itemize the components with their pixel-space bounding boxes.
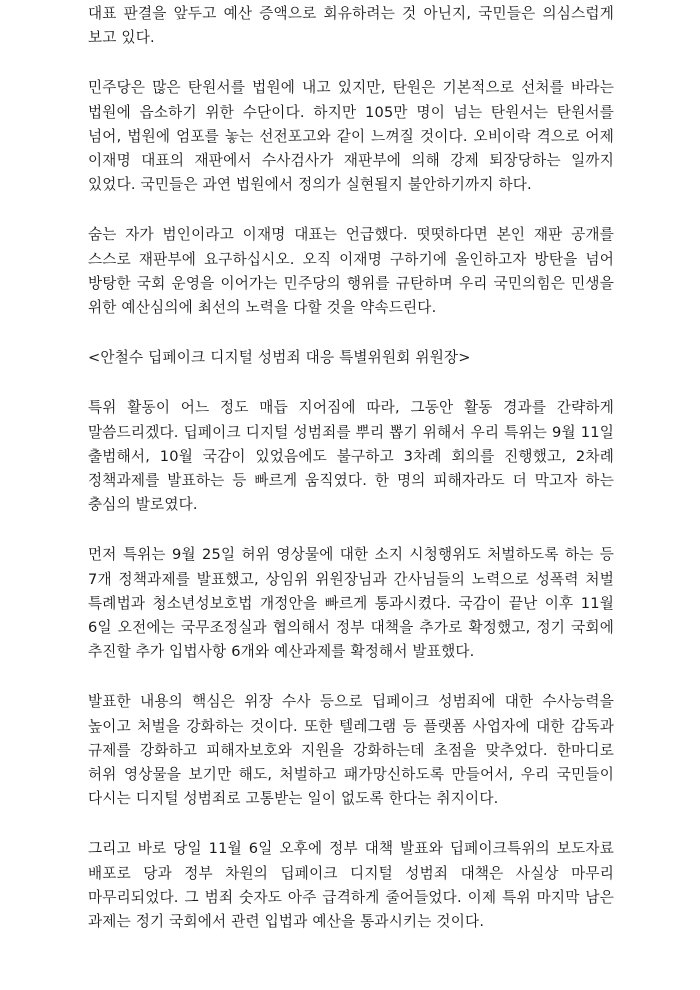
document-body bbox=[88, 2, 614, 960]
paragraph-5: 먼저 특위는 9월 25일 허위 영상물에 대한 소지 시청행위도 처벌하도록 하는 등 7개 정책과제를 발표했고, 상임위 위원장님과 간사님들의 노력으로 성폭력 처벌 특례법과 청소년성보호법 개정안을 빠르게 통과시켰다. 국감이 끝난 이후 11월 6일 오전에는 국무조정실과 협의해서 정부 대책을 추가로 확정했고, 정기 국회에 추진할 추가 입법사항 6개와 예산과제를 확정해서 발표했다. bbox=[88, 546, 614, 661]
paragraph-3: 숨는 자가 범인이라고 이재명 대표는 언급했다. 떳떳하다면 본인 재판 공개를 스스로 재판부에 요구하십시오. 오직 이재명 구하기에 올인하고자 방탄을 넘어 방탕한 국회 운영을 이어가는 민주당의 행위를 규탄하며 우리 국민의힘은 민생을 위한 예산심의에 최선의 노력을 다할 것을 약속드린다. bbox=[88, 226, 614, 317]
paragraph-1: 대표 판결을 앞두고 예산 증액으로 회유하려는 것 아닌지, 국민들은 의심스럽게 보고 있다. bbox=[88, 5, 614, 47]
paragraph-2: 민주당은 많은 탄원서를 법원에 내고 있지만, 탄원은 기본적으로 선처를 바라는 법원에 읍소하기 위한 수단이다. 하지만 105만 명이 넘는 탄원서는 탄원서를 넘어, 법원에 엄포를 놓는 선전포고와 같이 느껴질 것이다. 오비이락 격으로 어제 이재명 대표의 재판에서 수사검사가 재판부에 의해 강제 퇴장당하는 일까지 있었다. 국민들은 과연 법원에서 정의가 실현될지 불안하기까지 하다. bbox=[88, 79, 614, 194]
paragraph-7: 그리고 바로 당일 11월 6일 오후에 정부 대책 발표와 딥페이크특위의 보도자료 배포로 당과 정부 차원의 딥페이크 디지털 성범죄 대책은 사실상 마무리 마무리되었다. 그 범죄 숫자도 아주 급격하게 줄어들었다. 이제 특위 마지막 남은 과제는 정기 국회에서 관련 입법과 예산을 통과시키는 것이다. bbox=[88, 840, 614, 931]
paragraph-6: 발표한 내용의 핵심은 위장 수사 등으로 딥페이크 성범죄에 대한 수사능력을 높이고 처벌을 강화하는 것이다. 또한 텔레그램 등 플랫폼 사업자에 대한 감독과 규제를 강화하고 피해자보호와 지원을 강화하는데 초점을 맞추었다. 한마디로 허위 영상물을 보기만 해도, 처벌하고 패가망신하도록 만들어서, 우리 국민들이 다시는 디지털 성범죄로 고통받는 일이 없도록 한다는 취지이다. bbox=[88, 693, 614, 808]
speaker-heading: <안철수 딥페이크 디지털 성범죄 대응 특별위원회 위원장> bbox=[88, 349, 471, 367]
paragraph-4: 특위 활동이 어느 정도 매듭 지어짐에 따라, 그동안 활동 경과를 간략하게 말씀드리겠다. 딥페이크 디지털 성범죄를 뿌리 뽑기 위해서 우리 특위는 9월 11일 출범해서, 10월 국감이 있었음에도 불구하고 3차례 회의를 진행했고, 2차례 정책과제를 발표하는 등 빠르게 움직였다. 한 명의 피해자라도 더 막고자 하는 충심의 발로였다. bbox=[88, 399, 614, 514]
